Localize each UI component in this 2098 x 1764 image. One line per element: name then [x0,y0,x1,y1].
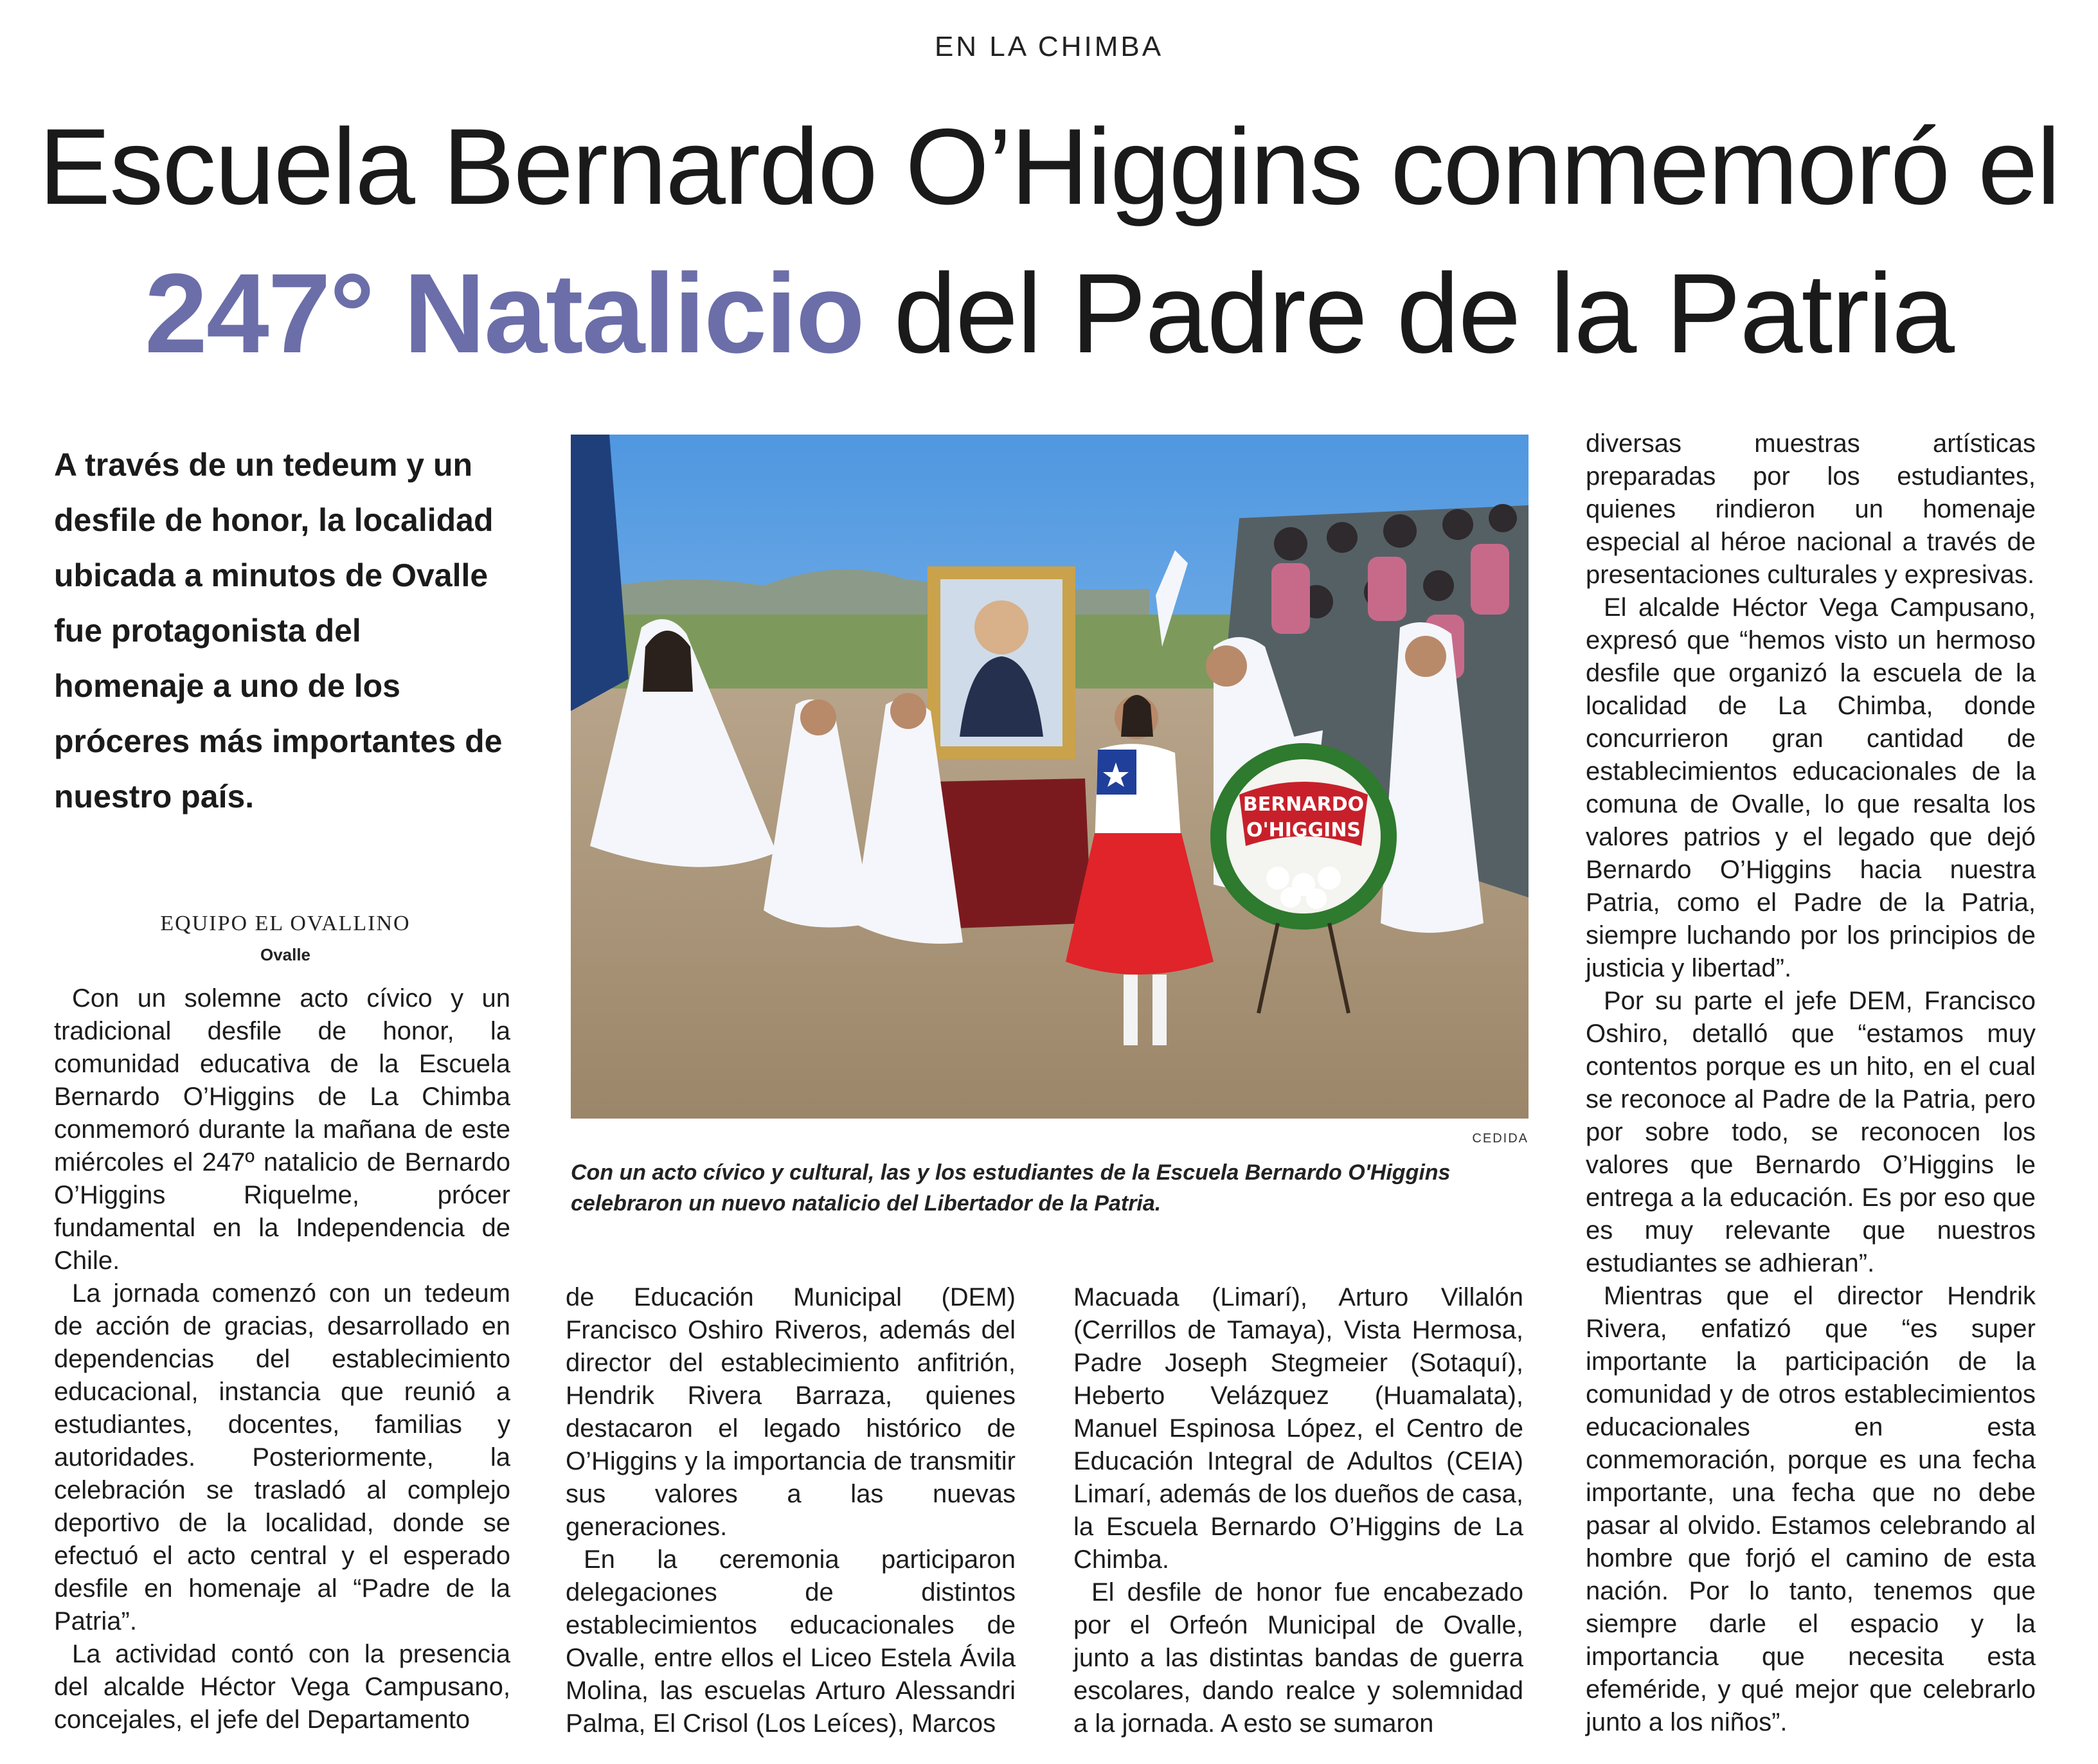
photo-caption: Con un acto cívico y cultural, las y los estudiantes de la Escuela Bernardo O'Higgins celebraron un nuevo natalicio del Libertador de la Patria. [571,1160,1451,1216]
article-column-4 [1586,428,2036,1739]
headline-line-1: Escuela Bernardo O’Higgins conmemoró el [39,106,2059,227]
paragraph: La actividad contó con la presencia del alcalde Héctor Vega Campusano, concejales, el jefe del Departamento [54,1640,510,1734]
paragraph: Por su parte el jefe DEM, Francisco Oshiro, detalló que “estamos muy contentos porque es un hito, en el cual se reconoce al Padre de la Patria, pero por sobre todo, se reconocen los valores que Bernardo O’Higgins le entrega a la educación. Es por eso que es muy relevante que nuestros estudiantes se adhieran”. [1586,987,2036,1277]
headline-rest: del Padre de la Patria [863,251,1954,377]
photo-credit: CEDIDA [1472,1131,1529,1146]
headline-line-2 [0,251,2098,377]
section-label: EN LA CHIMBA [934,31,1164,62]
article-column-3 [1073,1281,1523,1740]
paragraph: Con un solemne acto cívico y un tradicional desfile de honor, la comunidad educativa de la Escuela Bernardo O’Higgins de La Chimba conmemoró durante la mañana de este miércoles el 247º natalicio de Bernardo O’Higgins Riquelme, prócer fundamental en la Independencia de Chile. [54,984,510,1275]
paragraph: diversas muestras artísticas preparadas por los estudiantes, quienes rindieron un homenaje especial al héroe nacional a través de presentaciones culturales y expresivas. [1586,429,2036,589]
wreath-label-2: O'HIGGINS [1246,819,1361,842]
article-column-1 [54,982,510,1736]
headline-accent: 247° Natalicio [144,251,864,377]
byline-location: Ovalle [260,945,311,964]
paragraph: El desfile de honor fue encabezado por el Orfeón Municipal de Ovalle, junto a las distintas bandas de guerra escolares, dando realce y solemnidad a la jornada. A esto se sumaron [1073,1578,1523,1738]
paragraph: En la ceremonia participaron delegaciones de distintos establecimientos educacionales de Ovalle, entre ellos el Liceo Estela Ávila Molina, las escuelas Arturo Alessandri Palma, El Crisol (Los Leíces), Marcos [566,1545,1016,1738]
paragraph: El alcalde Héctor Vega Campusano, expresó que “hemos visto un hermoso desfile que organizó la escuela de la localidad de La Chimba, donde concurrieron gran cantidad de establecimientos educacionales de la comuna de Ovalle, lo que resalta los valores patrios y el legado que dejó Bernardo O’Higgins hacia nuestra Patria, como el Padre de la Patria, siempre luchando por los principios de justicia y libertad”. [1586,593,2036,982]
lead-paragraph: A través de un tedeum y un desfile de honor, la localidad ubicada a minutos de Ovalle fue protagonista del homenaje a uno de los próceres más importantes de nuestro país. [54,447,503,815]
paragraph: Mientras que el director Hendrik Rivera, enfatizó que “es super importante la participación de la comunidad y de otros establecimientos educacionales en esta conmemoración, porque es una fecha importante, una fecha que no debe pasar al olvido. Estamos celebrando al hombre que forjó el camino de esta nación. Por lo tanto, tenemos que siempre darle el espacio y la importancia que necesita esta efeméride, y qué mejor que celebrarlo junto a los niños”. [1586,1282,2036,1736]
paragraph: Macuada (Limarí), Arturo Villalón (Cerrillos de Tamaya), Vista Hermosa, Padre Joseph Stegmeier (Sotaquí), Heberto Velázquez (Huamalata), Manuel Espinosa López, el Centro de Educación Integral de Adultos (CEIA) Limarí, además de los dueños de casa, la Escuela Bernardo O’Higgins de La Chimba. [1073,1283,1523,1574]
article-column-2 [566,1281,1016,1740]
paragraph: de Educación Municipal (DEM) Francisco Oshiro Riveros, además del director del establecimiento anfitrión, Hendrik Rivera Barraza, quienes destacaron el legado histórico de O’Higgins y la importancia de transmitir sus valores a las nuevas generaciones. [566,1283,1016,1541]
paragraph: La jornada comenzó con un tedeum de acción de gracias, desarrollado en dependencias del establecimiento educacional, instancia que reunió a estudiantes, docentes, familias y autoridades. Posteriormente, la celebración se trasladó al complejo deportivo de la localidad, donde se efectuó el acto central y el esperado desfile en homenaje al “Padre de la Patria”. [54,1279,510,1635]
byline-author: EQUIPO EL OVALLINO [160,912,411,935]
wreath-label-1: BERNARDO [1242,793,1365,816]
article-photo [571,435,1529,1119]
